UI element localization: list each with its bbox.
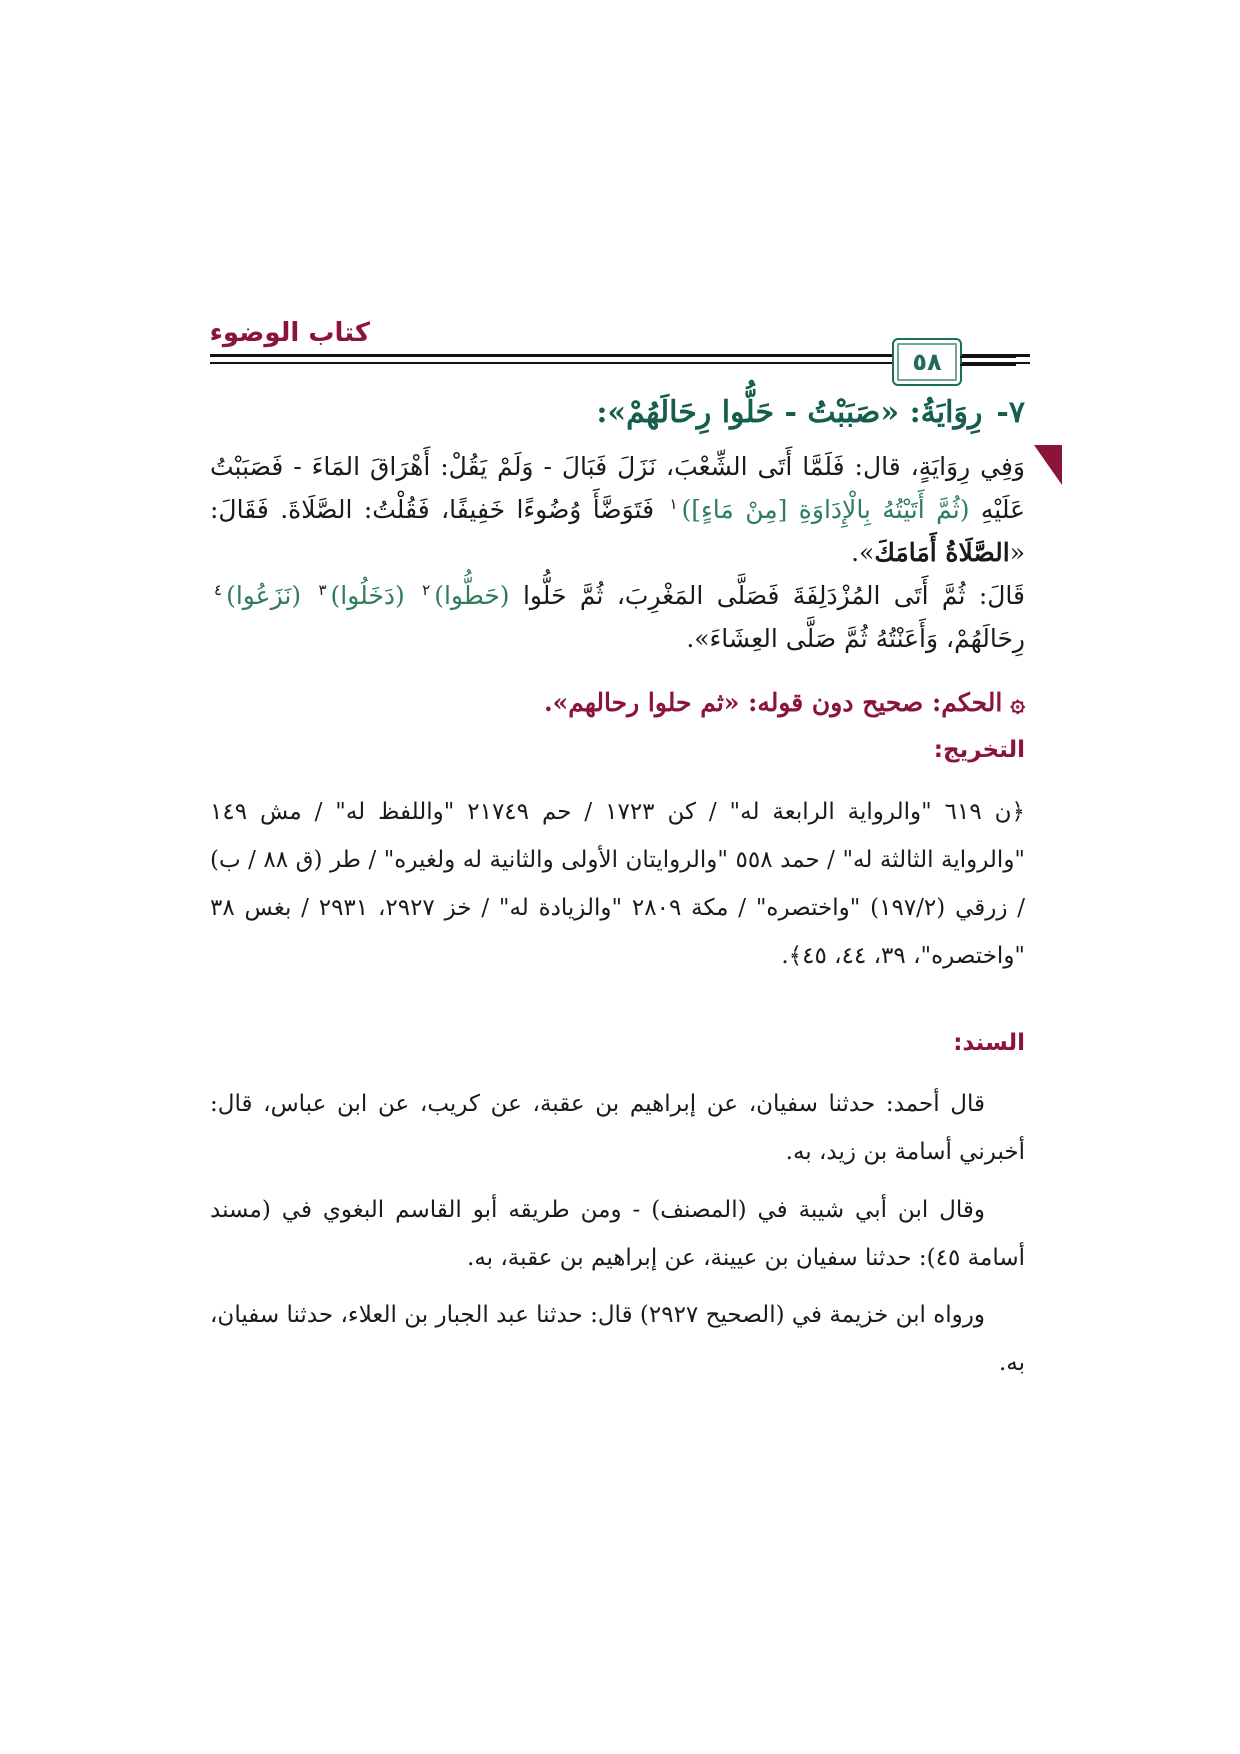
footnote-marker: ٣ (318, 580, 327, 599)
hadith-text-segment: وَفِي رِوَايَةٍ، قال: فَلَمَّا أَتَى الشِّعْبَ، نَزَلَ فَبَالَ - وَلَمْ يَقُلْ: أَهْرَاقَ المَاءَ - فَصَبَبْتُ عَلَيْهِ (210, 452, 1026, 524)
hadith-paragraph-2 (210, 574, 1025, 660)
section-heading (210, 395, 1025, 430)
hukm-text: صحيح دون قوله: «ثم حلوا رحالهم». (543, 688, 924, 717)
hadith-variant-green: (حَطُّوا) (434, 581, 510, 610)
flower-icon: ۞ (1010, 688, 1025, 717)
hadith-text-segment: ». (851, 538, 875, 567)
takhrij-heading: التخريج: (933, 737, 1025, 763)
footnote-marker: ١ (669, 494, 678, 513)
sanad-heading: السند: (953, 1030, 1025, 1056)
page-number: ٥٨ (912, 348, 942, 376)
section-title: رِوَايَةُ: «صَبَبْتُ - حَلُّوا رِحَالَهُمْ»: (596, 395, 983, 430)
header-tail-rule-top (960, 356, 1016, 358)
hadith-text-segment: قَالَ: ثُمَّ أَتَى المُزْدَلِفَةَ فَصَلَّى المَغْرِبَ، ثُمَّ حَلُّوا (522, 581, 1026, 610)
page-number-frame (892, 338, 962, 386)
sanad-paragraph: ورواه ابن خزيمة في (الصحيح ٢٩٢٧) قال: حدثنا عبد الجبار بن العلاء، حدثنا سفيان، به. (210, 1302, 1025, 1376)
chapter-title: كتاب الوضوء (209, 318, 370, 348)
sanad-paragraph: وقال ابن أبي شيبة في (المصنف) - ومن طريقه أبو القاسم البغوي في (مسند أسامة ٤٥): حدثنا سفيان بن عيينة، عن إبراهيم بن عقبة، به. (210, 1197, 1025, 1271)
sanad-paragraph: قال أحمد: حدثنا سفيان، عن إبراهيم بن عقبة، عن كريب، عن ابن عباس، قال: أخبرني أسامة بن زيد، به. (210, 1091, 1025, 1165)
footnote-marker: ٤ (214, 580, 223, 599)
footnote-marker: ٢ (422, 580, 431, 599)
hadith-variant-green: (نَزَعُوا) (226, 581, 302, 610)
hadith-paragraph-1 (210, 445, 1025, 574)
hadith-variant-green: (دَخَلُوا) (330, 581, 405, 610)
hadith-text-segment: رِحَالَهُمْ، وَأَعَنْتُهُ ثُمَّ صَلَّى العِشَاءَ». (686, 624, 1025, 653)
header-tail-rule-bottom (960, 364, 1016, 366)
hadith-variant-green: (ثُمَّ أَتَيْتُهُ بِالْإِدَاوَةِ [مِنْ مَاءٍ]) (681, 495, 970, 524)
hukm-line (210, 688, 1025, 717)
hadith-text-segment: فَتَوَضَّأَ وُضُوءًا خَفِيفًا، فَقُلْتُ: الصَّلَاةَ. فَقَالَ: « (210, 495, 1025, 567)
takhrij-text: ﴿ن ٦١٩ "والرواية الرابعة له" / كن ١٧٢٣ / حم ٢١٧٤٩ "واللفظ له" / مش ١٤٩ "والرواية الثالثة له" / حمد ٥٥٨ "والروايتان الأولى والثانية له ولغيره" / طر (ق ٨٨ / ب) / زرقي (١٩٧/٢) "واختصره" / مكة ٢٨٠٩ "والزيادة له" / خز ٢٩٢٧، ٢٩٣١ / بغس ٣٨ "واختصره"، ٣٩، ٤٤، ٤٥﴾. (210, 799, 1026, 969)
section-number: ٧- (996, 395, 1025, 430)
hadith-text (210, 445, 1025, 660)
hukm-label: الحكم: (931, 688, 1003, 717)
hadith-bold-quote: الصَّلَاةُ أَمَامَكَ (874, 538, 1010, 567)
corner-ornament-icon (1034, 445, 1062, 485)
